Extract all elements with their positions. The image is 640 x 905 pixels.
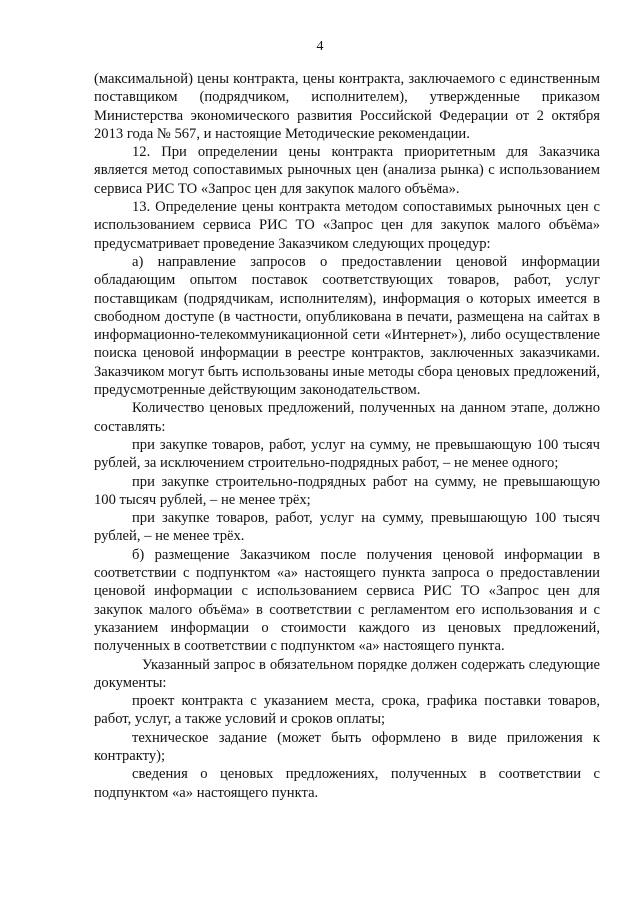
- paragraph-continuation: (максимальной) цены контракта, цены контракта, заключаемого с единственным поставщиком (подрядчиком, исполнителем), утвержденные приказом Министерства экономического развития Российской Федерации от 2 октября 2013 года № 567, и настоящие Методические рекомендации.: [94, 71, 600, 142]
- document-body: [94, 70, 600, 802]
- paragraph-request-docs: Указанный запрос в обязательном порядке должен содержать следующие документы:: [94, 656, 600, 691]
- paragraph-contract-draft: проект контракта с указанием места, срока, графика поставки товаров, работ, услуг, а также условий и сроков оплаты;: [94, 693, 600, 728]
- paragraph-tech-spec: техническое задание (может быть оформлено в виде приложения к контракту);: [94, 729, 600, 764]
- paragraph-12: 12. При определении цены контракта приоритетным для Заказчика является метод сопоставимых рыночных цен (анализа рынка) с использованием сервиса РИС ТО «Запрос цен для закупок малого объёма».: [94, 144, 600, 197]
- paragraph-construction: при закупке строительно-подрядных работ на сумму, не превышающую 100 тысяч рублей, – не менее трёх;: [94, 473, 600, 508]
- paragraph-item-a: а) направление запросов о предоставлении ценовой информации обладающим опытом поставок соответствующих товаров, работ, услуг поставщикам (подрядчикам, исполнителям), информация о которых имеется в свободном доступе (в частности, опубликована в печати, размещена на сайтах в информационно-телекоммуникационной сети «Интернет»), либо осуществление поиска ценовой информации в реестре контрактов, заключенных заказчиками. Заказчиком могут быть использованы иные методы сбора ценовых предложений, предусмотренные действующим законодательством.: [94, 253, 600, 399]
- paragraph-13: 13. Определение цены контракта методом сопоставимых рыночных цен с использованием сервиса РИС ТО «Запрос цен для закупок малого объёма» предусматривает проведение Заказчиком следующих процедур:: [94, 199, 600, 252]
- paragraph-under-100k: при закупке товаров, работ, услуг на сумму, не превышающую 100 тысяч рублей, за исключением строительно-подрядных работ, – не менее одного;: [94, 436, 600, 472]
- paragraph-quantity: Количество ценовых предложений, полученных на данном этапе, должно составлять:: [94, 400, 600, 435]
- page-number: 4: [316, 39, 324, 54]
- paragraph-over-100k: при закупке товаров, работ, услуг на сумму, превышающую 100 тысяч рублей, – не менее трёх.: [94, 510, 600, 545]
- paragraph-price-info: сведения о ценовых предложениях, полученных в соответствии с подпунктом «а» настоящего пункта.: [94, 766, 600, 801]
- paragraph-item-b: б) размещение Заказчиком после получения ценовой информации в соответствии с подпунктом «а» настоящего пункта запроса о предоставлении ценовой информации с использованием сервиса РИС ТО «Запрос цен для закупок малого объёма» в соответствии с регламентом его использования и с указанием информации о стоимости каждого из ценовых предложений, полученных в соответствии с подпунктом «а» настоящего пункта.: [94, 546, 600, 655]
